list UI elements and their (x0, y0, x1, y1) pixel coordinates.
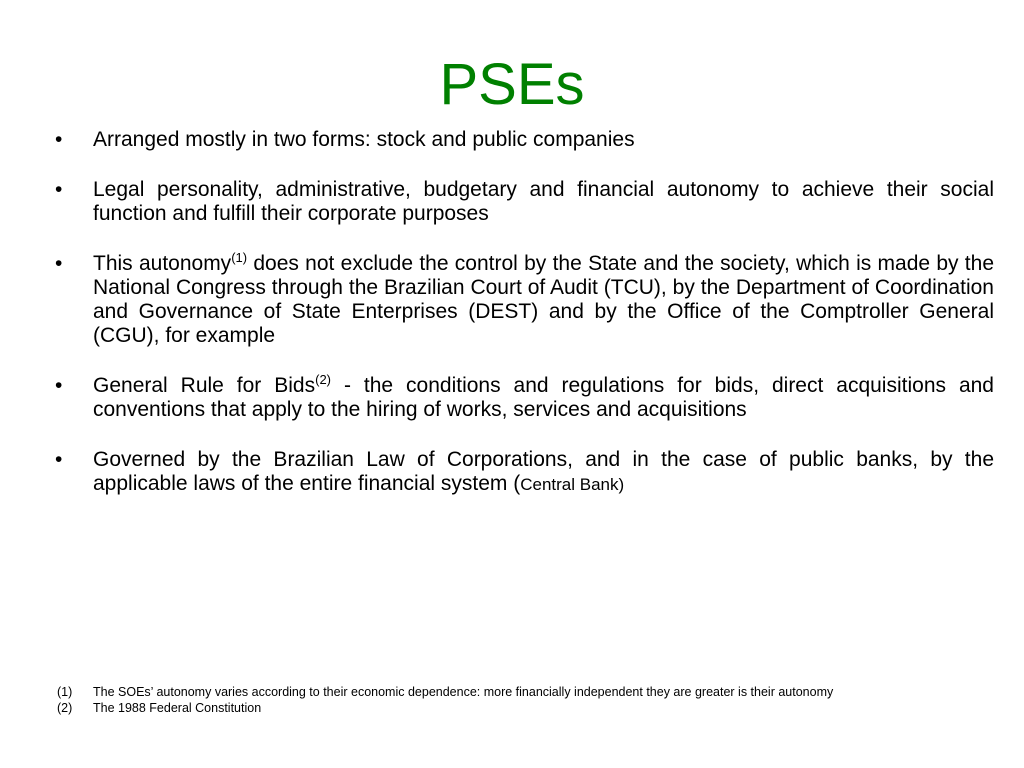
footnote-2 (57, 700, 997, 716)
bullet-icon: • (55, 178, 63, 201)
bullet-item-bids (55, 374, 994, 422)
footnote-reference: (1) (231, 250, 248, 265)
bullet-item-governed (55, 448, 994, 497)
bullet-icon: • (55, 374, 63, 397)
bullet-item-forms (55, 128, 994, 152)
footnote-1 (57, 684, 997, 700)
bullet-icon: • (55, 252, 63, 275)
bullet-icon: • (55, 448, 63, 471)
footnotes (57, 684, 997, 716)
footnote-reference: (2) (315, 372, 331, 387)
bullet-list (55, 128, 994, 523)
footnote-marker: (2) (57, 701, 73, 715)
bullet-text-start: This autonomy (93, 252, 232, 275)
slide-title: PSEs (439, 52, 585, 117)
bullet-text-end: does not exclude the control by the State and the society, which is made by the National Congress through the Brazilian Court of Audit (TCU), by the Department of Coordination and Governance of State Enterprises (DEST) and by the Office of the Comptroller General (CGU), for example (93, 252, 995, 347)
bullet-icon: • (55, 128, 63, 151)
footnote-text: The 1988 Federal Constitution (93, 701, 262, 715)
footnote-marker: (1) (57, 685, 73, 699)
bullet-item-legal-personality (55, 178, 994, 226)
footnote-text: The SOEs’ autonomy varies according to their economic dependence: more financially independent they are greater is their autonomy (93, 685, 834, 699)
bullet-text: Legal personality, administrative, budgetary and financial autonomy to achieve their social function and fulfill their corporate purposes (93, 178, 994, 225)
bullet-text-small: Central Bank) (520, 475, 625, 494)
bullet-text-start: Governed by the Brazilian Law of Corporations, and in the case of public banks, by the applicable laws of the entire financial system ( (93, 448, 994, 495)
bullet-text-start: General Rule for Bids (93, 374, 316, 397)
bullet-item-autonomy (55, 252, 994, 348)
bullet-text: Arranged mostly in two forms: stock and public companies (93, 128, 635, 151)
bullet-text-end: - the conditions and regulations for bids, direct acquisitions and conventions that apply to the hiring of works, services and acquisitions (93, 374, 994, 421)
